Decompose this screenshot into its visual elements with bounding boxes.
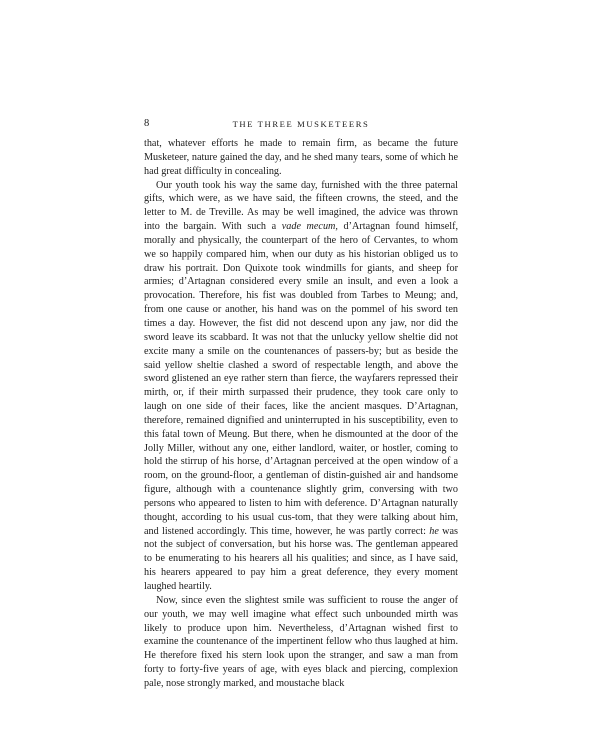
italic-phrase: vade mecum, bbox=[281, 221, 338, 233]
page-number: 8 bbox=[144, 118, 150, 129]
paragraph-text: Our youth took his way the same day, furnished with the three paternal gifts, which were, as we have said, the fifteen crowns, the steed, and the letter to M. de Treville. As may be well imagined, the advice was thrown into the bargain. With such a bbox=[144, 179, 458, 233]
paragraph-3 bbox=[144, 594, 458, 691]
running-head bbox=[144, 117, 458, 131]
paragraph-text: d’Artagnan found himself, morally and physically, the counterpart of the hero of Cervantes, to whom we so happily compared him, when our duty as his historian obliged us to draw his portrait. Don Quixote took windmills for giants, and sheep for armies; d’Artagnan considered every smile an insult, and even a look a provocation. Therefore, his fist was doubled from Tarbes to Meung; and, from one cause or another, his hand was on the pommel of his sword ten times a day. However, the fist did not descend upon any jaw, nor did the sword leave its scabbard. It was not that the unlucky yellow sheltie did not excite many a smile on the countenances of passers-by; but as beside the said yellow sheltie clashed a sword of respectable length, and above the sword glistened an eye rather stern than fierce, the wayfarers repressed their mirth, or, if their mirth surpassed their prudence, they took care only to laugh on one side of their faces, like the ancient masques. D’Artagnan, therefore, remained dignified and uninterrupted in his susceptibility, even to this fatal town of Meung. But there, when he dismounted at the door of the Jolly Miller, without any one, either landlord, waiter, or hostler, coming to hold the stirrup of his horse, d’Artagnan perceived at the open window of a room, on the ground-floor, a gentleman of distin-guished air and handsome figure, although with a countenance slightly grim, conversing with two persons who appeared to listen to him with deference. D’Artagnan naturally thought, according to his usual cus-tom, that they were talking about him, and listened accordingly. This time, however, he was partly correct: bbox=[144, 221, 459, 537]
paragraph-text: that, whatever efforts he made to remain firm, as became the future Musketeer, nature gained the day, and he shed many tears, some of which he had great difficulty in concealing. bbox=[144, 138, 458, 177]
paragraph-text: was not the subject of conversation, but his horse was. The gentleman appeared to be enumerating to his hearers all his qualities; and since, as I have said, his hearers appeared to pay him a great deference, they every moment laughed heartily. bbox=[144, 525, 458, 592]
paragraph-text: Now, since even the slightest smile was sufficient to rouse the anger of our youth, we may well imagine what effect such unbounded mirth was likely to produce upon him. Nevertheless, d’Artagnan wished first to examine the countenance of the impertinent fellow who thus laughed at him. He therefore fixed his stern look upon the stranger, and saw a man from forty to forty-five years of age, with eyes black and piercing, complexion pale, nose strongly marked, and moustache black bbox=[144, 594, 458, 689]
paragraph-1 bbox=[144, 137, 458, 179]
paragraph-2 bbox=[144, 179, 458, 594]
body-text bbox=[144, 137, 458, 691]
running-title: THE THREE MUSKETEERS bbox=[232, 119, 370, 129]
italic-word: he bbox=[429, 525, 439, 537]
